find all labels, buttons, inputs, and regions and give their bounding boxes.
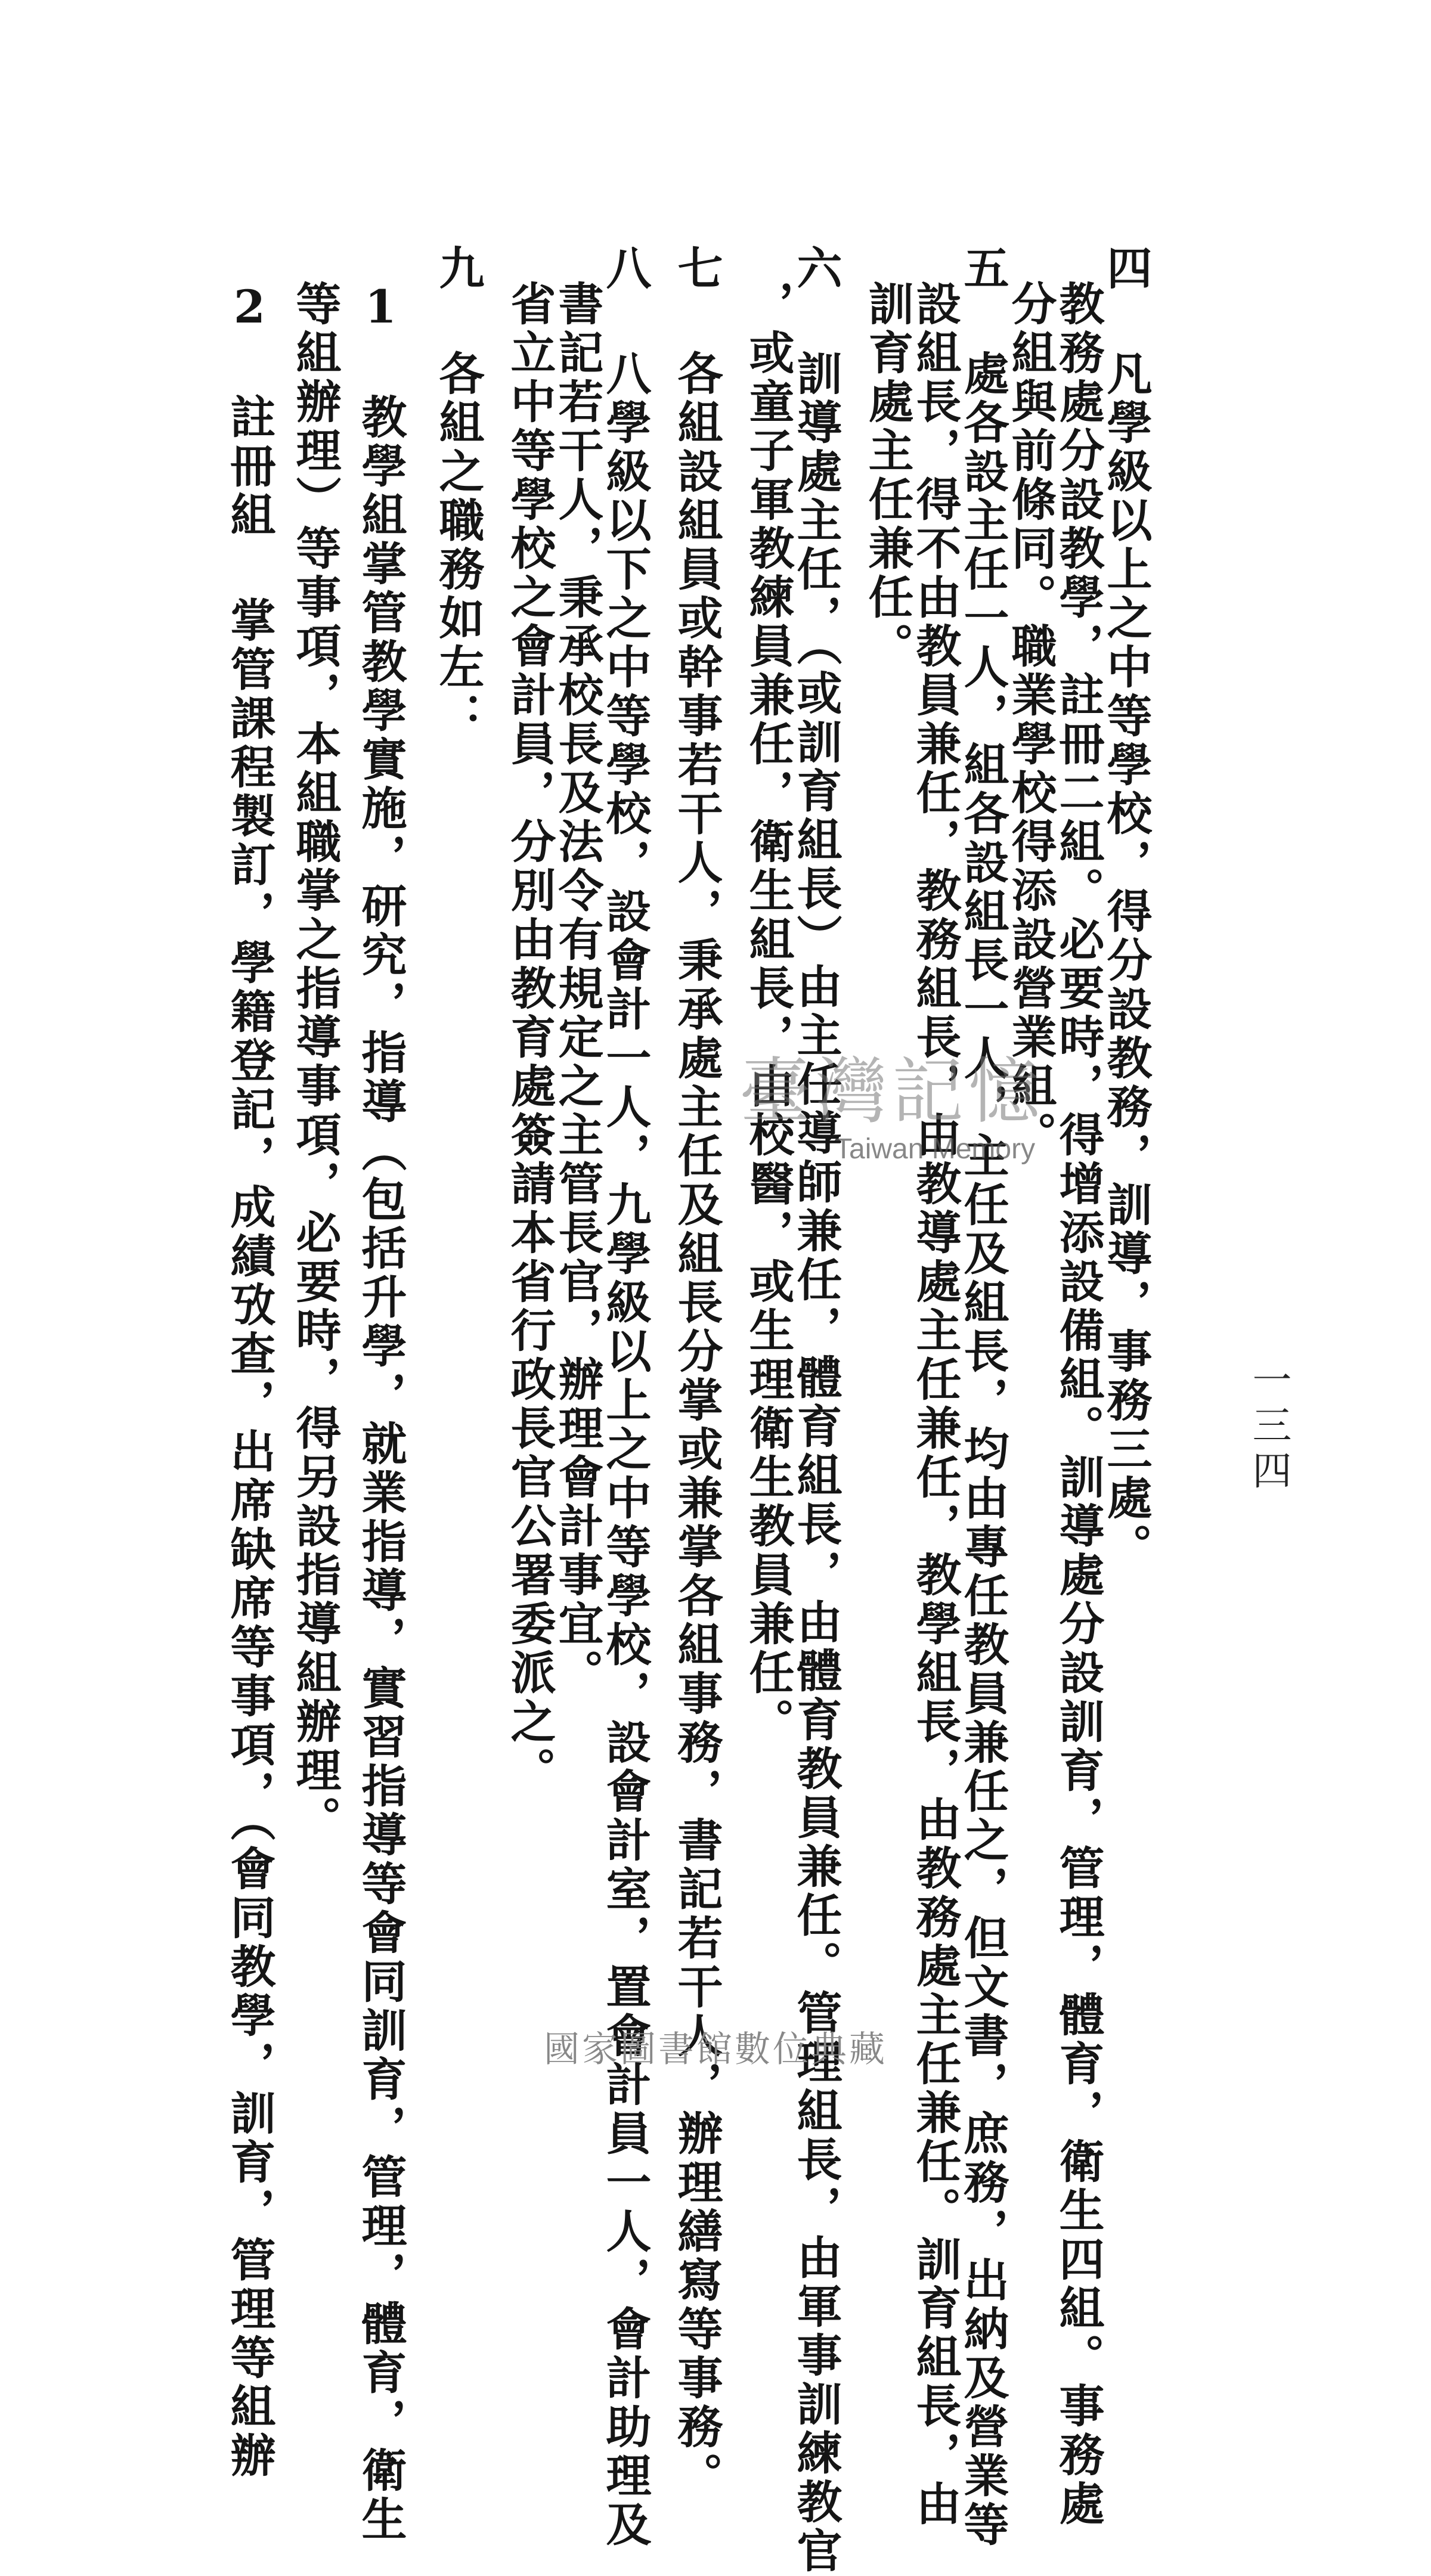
text-column: 九 各組之職務如左：: [432, 244, 485, 741]
text-column: 四 凡學級以上之中等學校，得分設教務，訓導，事務三處。: [1099, 244, 1153, 1572]
text-column: 八 八學級以下之中等學校，設會計一人，九學級以上之中等學校，設會計室，置會計員一人，會計助理及: [599, 244, 652, 2550]
text-column: 六 訓導處主任，（或訓育組長）由主任導師兼任，體育組長，由體育教員兼任。管理組長，由軍事訓練教官: [789, 244, 843, 2576]
text-column: 五 處各設主任一人，組各設組長一人，主任及組長，均由專任教員兼任之，但文書，庶務，出納及營業等: [956, 244, 1009, 2550]
text-column: 書記若干人，秉承校長及法令有規定之主管長官，辦理會計事宜。: [551, 280, 604, 1698]
text-column: 七 各組設組員或幹事若干人，秉承處主任及組長分掌或兼掌各組事務，書記若干人，辦理繕寫等事務。: [670, 244, 723, 2501]
watermark-subtitle: Taiwan Memory: [835, 1133, 1036, 1165]
text-column: 教務處分設教學，註冊二組。必要時，得增添設備組。訓導處分設訓育，管理，體育，衛生四組。事務處: [1052, 280, 1105, 2529]
text-column: 2 註冊組 掌管課程製訂，學籍登記，成績攷查，出席缺席等事項，（會同教學，訓育，管理等組辦: [223, 280, 276, 2481]
text-column: 1 教學組掌管教學實施，研究，指導（包括升學，就業指導，實習指導等會同訓育，管理，體育，衛生: [354, 280, 407, 2544]
text-column: 等組辦理）等事項，本組職掌之指導事項，必要時，得另設指導組辦理。: [289, 280, 342, 1845]
text-column: ，或童子軍教練員兼任，衛生組長，由校醫，或生理衛生教員兼任。: [742, 280, 795, 1747]
footer-caption: 國家圖書館數位典藏: [544, 2029, 887, 2070]
watermark-logo: 臺灣記憶: [739, 1050, 1045, 1133]
text-column: 分組與前條同。職業學校得添設營業組。: [1004, 280, 1057, 1160]
page-number: 一三四: [1246, 1359, 1291, 1495]
text-column: 省立中等學校之會計員，分別由教育處簽請本省行政長官公署委派之。: [503, 280, 556, 1796]
text-column: 設組長，得不由教員兼任，教務組長，由教導處主任兼任，教學組長，由教務處主任兼任。訓育組長，由: [909, 280, 962, 2529]
text-column: 訓育處主任兼任。: [861, 280, 914, 671]
